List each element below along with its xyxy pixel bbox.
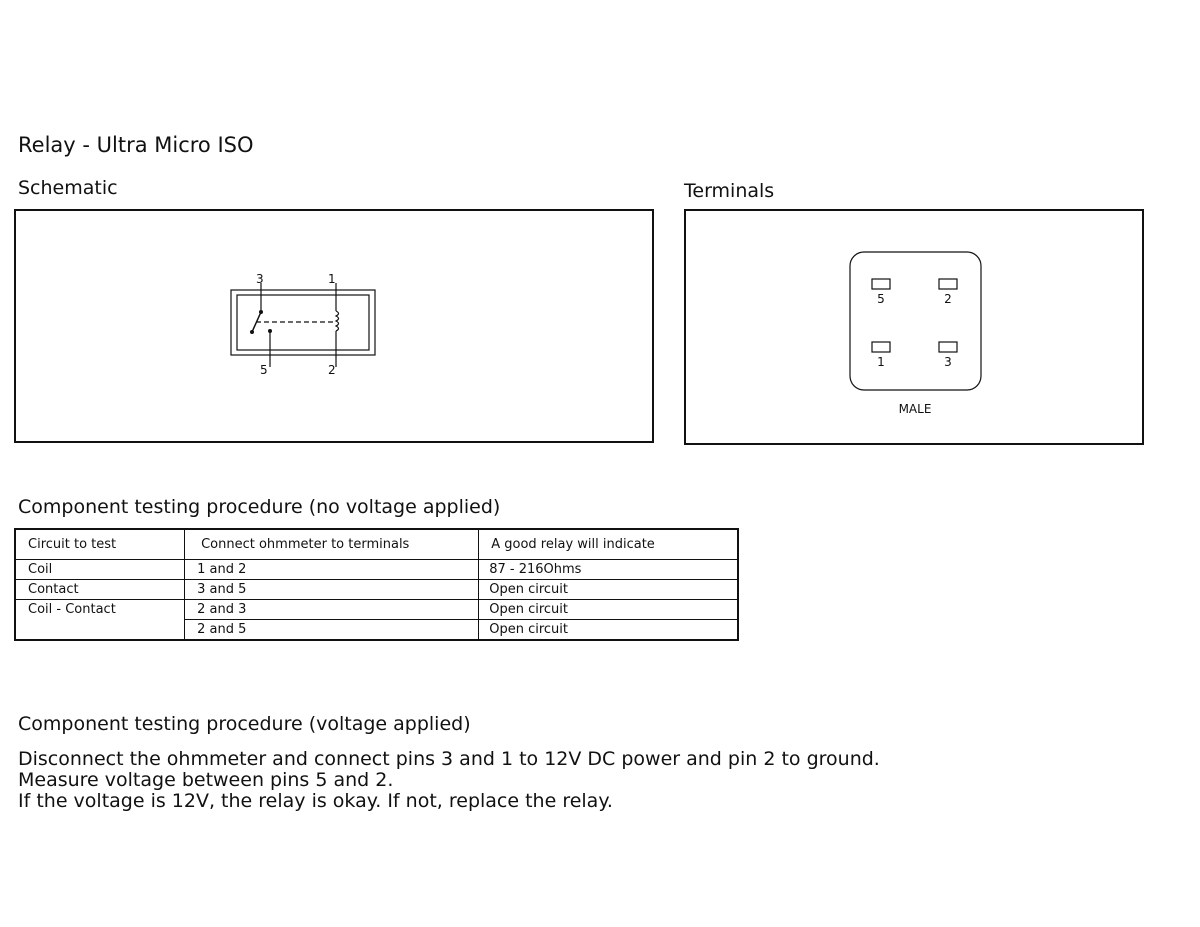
table-header-row	[15, 529, 738, 560]
relay-outer-rect	[231, 290, 375, 355]
terminal-2-slot	[939, 279, 957, 289]
schematic-pin-3: 3	[256, 272, 264, 286]
terminals-label: Terminals	[684, 180, 775, 202]
table-cell: Coil	[15, 560, 185, 580]
terminal-pin-5: 5	[877, 292, 885, 306]
connector-type-label: MALE	[898, 402, 932, 416]
terminals-panel	[684, 209, 1144, 445]
instruction-line: If the voltage is 12V, the relay is okay. If not, replace the relay.	[18, 790, 613, 812]
table-row	[15, 580, 738, 600]
relay-schematic-diagram	[16, 211, 652, 441]
schematic-pin-5: 5	[260, 363, 268, 377]
table-cell: Coil - Contact	[15, 600, 185, 620]
table-cell: Contact	[15, 580, 185, 600]
page-title: Relay - Ultra Micro ISO	[18, 133, 254, 157]
column-header: A good relay will indicate	[479, 529, 738, 560]
table-row	[15, 600, 738, 620]
schematic-pin-1: 1	[328, 272, 336, 286]
table-cell: Open circuit	[479, 600, 738, 620]
table-cell: 87 - 216Ohms	[479, 560, 738, 580]
column-header: Connect ohmmeter to terminals	[185, 529, 479, 560]
terminal-1-slot	[872, 342, 890, 352]
table-cell: 3 and 5	[185, 580, 479, 600]
terminal-pin-1: 1	[877, 355, 885, 369]
terminal-pin-3: 3	[944, 355, 952, 369]
terminal-connector-diagram	[686, 211, 1142, 443]
procedure-no-voltage-heading: Component testing procedure (no voltage applied)	[18, 496, 501, 518]
procedure-voltage-text	[18, 749, 880, 812]
table-row	[15, 560, 738, 580]
table-cell: Open circuit	[479, 580, 738, 600]
connector-outline	[850, 252, 981, 390]
terminal-3-slot	[939, 342, 957, 352]
table-row	[15, 620, 738, 641]
terminal-5-slot	[872, 279, 890, 289]
schematic-pin-2: 2	[328, 363, 336, 377]
column-header: Circuit to test	[15, 529, 185, 560]
table-cell: 2 and 3	[185, 600, 479, 620]
instruction-line: Measure voltage between pins 5 and 2.	[18, 769, 394, 791]
table-cell	[15, 620, 185, 641]
coil-icon	[336, 311, 339, 331]
schematic-panel	[14, 209, 654, 443]
table-cell: Open circuit	[479, 620, 738, 641]
terminal-pin-2: 2	[944, 292, 952, 306]
table-cell: 1 and 2	[185, 560, 479, 580]
schematic-label: Schematic	[18, 177, 118, 199]
procedure-table	[14, 528, 739, 641]
instruction-line: Disconnect the ohmmeter and connect pins 3 and 1 to 12V DC power and pin 2 to ground.	[18, 748, 880, 770]
procedure-voltage-heading: Component testing procedure (voltage applied)	[18, 713, 471, 735]
table-cell: 2 and 5	[185, 620, 479, 641]
